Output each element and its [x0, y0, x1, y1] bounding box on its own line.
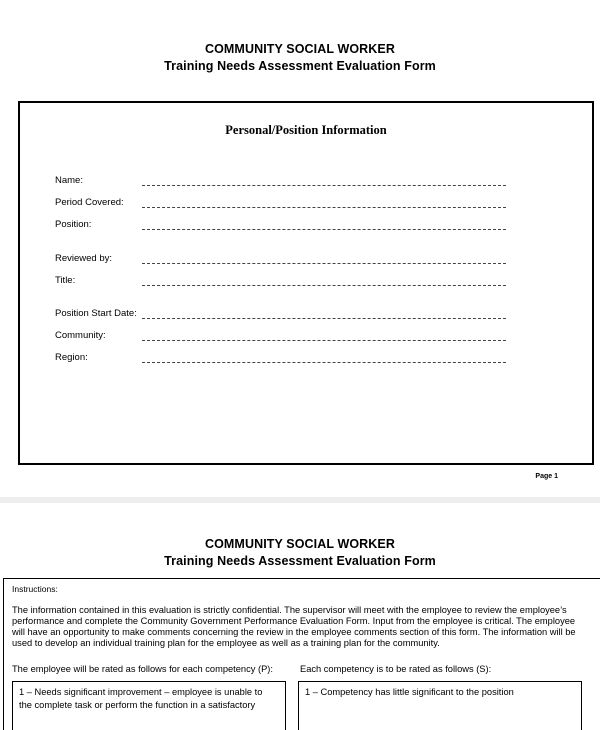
instructions-text: [12, 605, 600, 649]
rating-p-line: the complete task or perform the function in a satisfactory: [19, 700, 256, 710]
instructions-heading: Instructions:: [12, 584, 58, 594]
page-number: Page 1: [535, 473, 558, 480]
rating-s-label: Each competency is to be rated as follows (S):: [300, 664, 492, 674]
community-label: Community:: [55, 330, 106, 341]
community-field[interactable]: [142, 340, 506, 341]
rating-p-line: 1 – Needs significant improvement – employee is unable to: [19, 687, 263, 697]
instructions-line: used to develop an individual training plan for the employee as well as a training plan for the community.: [12, 638, 440, 648]
position-start-date-label: Position Start Date:: [55, 308, 137, 319]
period-covered-field[interactable]: [142, 207, 506, 208]
personal-information-box: [18, 101, 594, 465]
instructions-line: performance and complete the Community Government Performance Evaluation Form. Input from the employee is critical. The employee: [12, 616, 576, 626]
instructions-line: will have an opportunity to make comments concerning the review in the employee comments section of this form. The information will be: [12, 627, 576, 637]
form-page-2: [0, 503, 600, 730]
document-subtitle: Training Needs Assessment Evaluation Form: [164, 554, 436, 568]
position-field[interactable]: [142, 229, 506, 230]
rating-s-box: [298, 681, 582, 730]
instructions-line: The information contained in this evaluation is strictly confidential. The supervisor will meet with the employee to review the employee’s: [12, 605, 567, 615]
name-field[interactable]: [142, 185, 506, 186]
instructions-box: [3, 578, 600, 730]
document-title: COMMUNITY SOCIAL WORKER: [204, 42, 396, 56]
reviewed-by-label: Reviewed by:: [55, 253, 113, 264]
rating-p-box: [12, 681, 286, 730]
region-field[interactable]: [142, 362, 506, 363]
title-field[interactable]: [142, 285, 506, 286]
title-label: Title:: [55, 275, 76, 286]
reviewed-by-field[interactable]: [142, 263, 506, 264]
position-start-date-field[interactable]: [142, 318, 506, 319]
period-covered-label: Period Covered:: [55, 197, 124, 208]
name-label: Name:: [55, 175, 83, 186]
rating-s-line: 1 – Competency has little significant to the position: [305, 687, 514, 697]
document-subtitle: Training Needs Assessment Evaluation Form: [164, 59, 436, 73]
document-title: COMMUNITY SOCIAL WORKER: [204, 537, 396, 551]
position-label: Position:: [55, 219, 92, 230]
section-heading: Personal/Position Information: [225, 123, 387, 137]
rating-p-label: The employee will be rated as follows for each competency (P):: [12, 664, 273, 674]
region-label: Region:: [55, 352, 88, 363]
